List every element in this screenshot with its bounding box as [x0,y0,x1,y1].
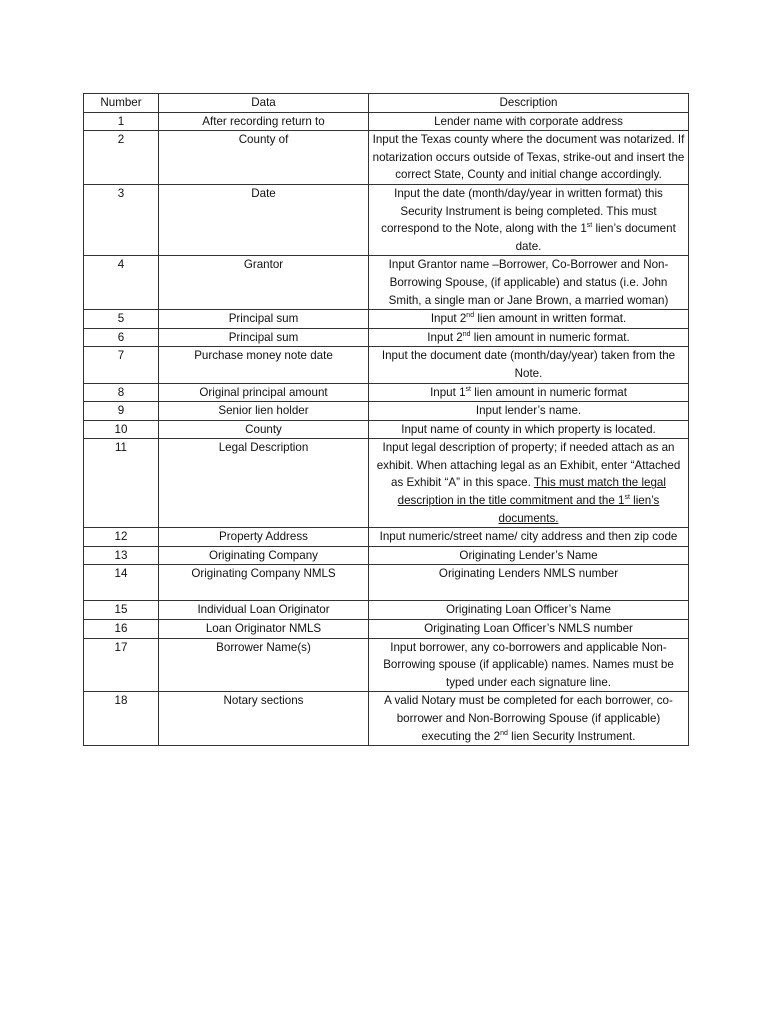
table-row [84,383,689,402]
description-text: lien amount in numeric format. [470,330,630,344]
description-text: Input 2 [427,330,463,344]
description-text: Input 2 [430,312,467,326]
row-description [369,184,689,255]
description-text: A valid Notary must be completed for each borrower, co-borrower and Non-Borrowing Spouse (if applicable) executing the 2 [384,694,673,743]
description-text: Input the date (month/day/year in written format) this Security Instrument is being completed. This must correspond to the Note, along with the 1 [381,186,663,236]
description-text: lien amount in written format. [474,312,627,326]
table-row [84,310,689,329]
row-description [369,112,689,131]
description-text: Input borrower, any co-borrowers and applicable Non-Borrowing spouse (if applicable) names. Names must be typed under each signature line. [383,640,674,689]
description-text: Input 1 [430,385,466,399]
row-number: 18 [84,692,159,746]
table-row [84,256,689,310]
row-number: 9 [84,402,159,421]
table-row [84,420,689,439]
row-data-field: Date [159,184,369,255]
row-number: 12 [84,528,159,547]
row-description [369,347,689,383]
description-text: Lender name with corporate address [434,114,623,128]
row-number: 11 [84,439,159,528]
ordinal-superscript: nd [466,312,475,320]
description-text: lien Security Instrument. [507,729,636,743]
header-description: Description [369,94,689,113]
row-description [369,383,689,402]
table-row [84,565,689,601]
row-description [369,638,689,692]
table-row [84,328,689,347]
row-description [369,256,689,310]
description-text: Input Grantor name –Borrower, Co-Borrower and Non-Borrowing Spouse, (if applicable) and status (i.e. John Smith, a single man or Jane Brown, a married woman) [388,258,669,307]
table-row [84,131,689,185]
row-data-field: Principal sum [159,310,369,329]
row-number: 7 [84,347,159,383]
table-row [84,439,689,528]
row-number: 2 [84,131,159,185]
row-data-field: Originating Company [159,546,369,565]
row-data-field: Grantor [159,256,369,310]
row-description [369,402,689,421]
row-number: 5 [84,310,159,329]
header-data: Data [159,94,369,113]
description-text: Originating Loan Officer’s Name [446,603,611,617]
row-description [369,601,689,620]
description-text: Input the document date (month/day/year) taken from the Note. [381,349,676,380]
table-row [84,347,689,383]
underlined-text: lien’s documents. [498,494,660,525]
row-number: 14 [84,565,159,601]
row-description [369,439,689,528]
row-number: 10 [84,420,159,439]
description-text: Input legal description of property; if needed attach as an exhibit. When attaching legal as an Exhibit, enter “Attached as Exhibit “A” in this space. [376,441,681,490]
row-data-field: County [159,420,369,439]
row-description [369,620,689,639]
row-data-field: Senior lien holder [159,402,369,421]
table-row [84,638,689,692]
row-data-field: Notary sections [159,692,369,746]
instructions-table [83,93,689,746]
ordinal-superscript: nd [462,330,471,338]
row-description [369,692,689,746]
table-header [84,94,689,113]
description-text: Input lender’s name. [475,404,582,418]
row-number: 6 [84,328,159,347]
description-text: lien amount in numeric format [470,385,627,399]
row-description [369,565,689,601]
table-row [84,620,689,639]
row-data-field: Loan Originator NMLS [159,620,369,639]
row-number: 8 [84,383,159,402]
row-data-field: Individual Loan Originator [159,601,369,620]
description-text: Input name of county in which property is located. [401,422,656,436]
row-description [369,420,689,439]
row-description [369,528,689,547]
description-text: Originating Loan Officer’s NMLS number [424,622,633,636]
ordinal-superscript: st [465,385,471,393]
ordinal-superscript: st [586,222,593,230]
row-data-field: Purchase money note date [159,347,369,383]
table-row [84,528,689,547]
row-number: 13 [84,546,159,565]
row-data-field: Originating Company NMLS [159,565,369,601]
ordinal-superscript: st [624,494,630,502]
table-row [84,112,689,131]
table-row [84,601,689,620]
row-number: 15 [84,601,159,620]
header-number: Number [84,94,159,113]
ordinal-superscript: nd [500,729,508,737]
table-row [84,546,689,565]
row-number: 16 [84,620,159,639]
description-text: Input numeric/street name/ city address and then zip code [379,530,678,544]
row-data-field: Original principal amount [159,383,369,402]
row-data-field: Legal Description [159,439,369,528]
row-description [369,131,689,185]
row-number: 17 [84,638,159,692]
table-row [84,692,689,746]
row-number: 1 [84,112,159,131]
row-number: 4 [84,256,159,310]
table-row [84,184,689,255]
row-data-field: Property Address [159,528,369,547]
row-description [369,546,689,565]
row-data-field: Borrower Name(s) [159,638,369,692]
header-row [84,94,689,113]
table-row [84,402,689,421]
row-number: 3 [84,184,159,255]
row-description [369,310,689,329]
description-text: Input the Texas county where the document was notarized. If notarization occurs outside of Texas, strike-out and insert the correct State, County and initial change accordingly. [372,133,685,182]
row-data-field: County of [159,131,369,185]
description-text: lien’s document date. [515,222,676,253]
table-body [84,112,689,746]
row-description [369,328,689,347]
description-text: Originating Lender’s Name [459,548,598,562]
description-text: Originating Lenders NMLS number [438,567,619,581]
row-data-field: After recording return to [159,112,369,131]
row-data-field: Principal sum [159,328,369,347]
underlined-text: This must match the legal description in the title commitment and the 1 [397,476,666,508]
